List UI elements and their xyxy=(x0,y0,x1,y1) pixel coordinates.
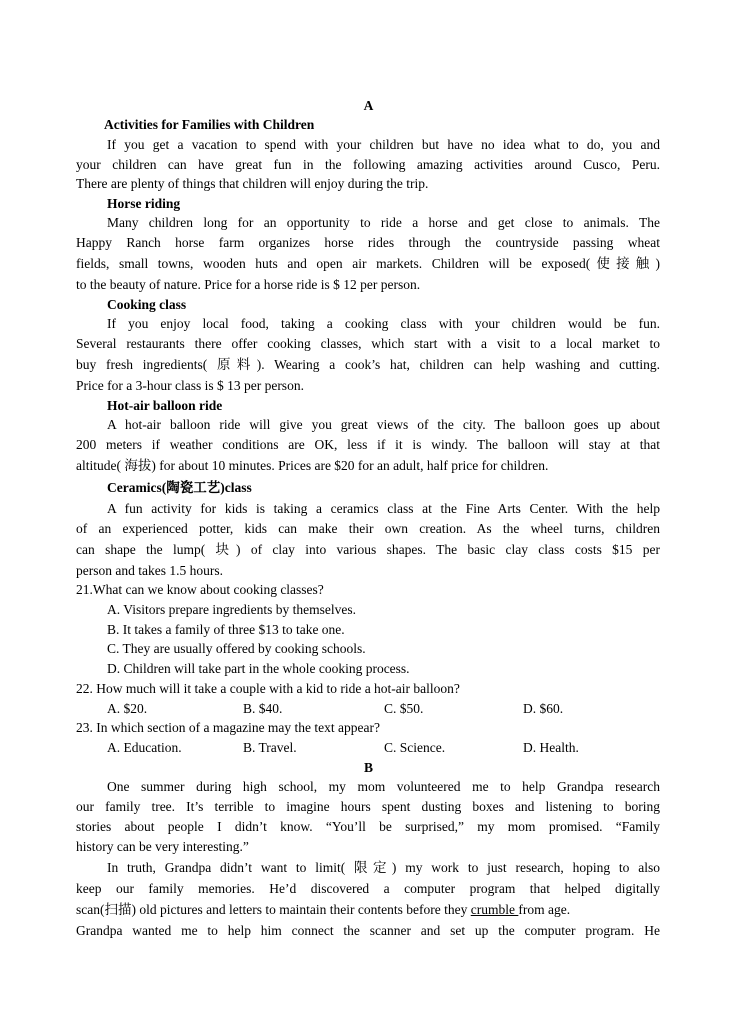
ceramics-line: A fun activity for kids is taking a ceramics class at the Fine Arts Center. With the help xyxy=(107,501,660,516)
question-23-option-d: D. Health. xyxy=(523,740,579,755)
ceramics-line: person and takes 1.5 hours. xyxy=(76,563,223,578)
question-23-option-c: C. Science. xyxy=(384,740,446,755)
question-22-stem: 22. How much will it take a couple with a kid to ride a hot-air balloon? xyxy=(76,681,460,696)
question-21-option-b: B. It takes a family of three $13 to take one. xyxy=(107,622,345,637)
hot-air-balloon-line: A hot-air balloon ride will give you great views of the city. The balloon goes up about xyxy=(107,417,660,432)
passage-b-p2-line: In truth, Grandpa didn’t want to limit( 限定) my work to just research, hoping to also xyxy=(107,860,660,875)
question-22-option-d: D. $60. xyxy=(523,701,564,716)
question-22-option-a: A. $20. xyxy=(107,701,148,716)
cooking-class-line: If you enjoy local food, taking a cooking class with your children would be fun. xyxy=(107,316,660,331)
underlined-word: crumble xyxy=(470,902,519,917)
ceramics-line: can shape the lump( 块) of clay into various shapes. The basic clay class costs $15 per xyxy=(76,542,660,557)
passage-b-p1-line: history can be very interesting.” xyxy=(76,839,249,854)
passage-b-letter: B xyxy=(363,760,373,775)
section-heading-ceramics: Ceramics(陶瓷工艺)class xyxy=(107,480,252,495)
question-23-option-b: B. Travel. xyxy=(243,740,297,755)
horse-riding-line: Happy Ranch horse farm organizes horse rides through the countryside passing wheat xyxy=(76,235,660,250)
passage-b-p2-line: Grandpa wanted me to help him connect the scanner and set up the computer program. He xyxy=(76,923,660,938)
passage-a-title: Activities for Families with Children xyxy=(104,117,315,132)
cooking-class-line: Several restaurants there offer cooking classes, which start with a visit to a local market to xyxy=(76,336,660,351)
horse-riding-line: fields, small towns, wooden huts and open air markets. Children will be exposed(使接触) xyxy=(76,256,660,271)
horse-riding-line: Many children long for an opportunity to ride a horse and get close to animals. The xyxy=(107,215,660,230)
passage-b-p1-line: stories about people I didn’t know. “You’ll be surprised,” my mom promised. “Family xyxy=(76,819,660,834)
hot-air-balloon-line: 200 meters if weather conditions are OK, less if it is windy. The balloon will stay at that xyxy=(76,437,660,452)
passage-b-p2-text: scan(扫描) old pictures and letters to maintain their contents before they xyxy=(76,902,471,917)
intro-line: your children can have great fun in the following amazing activities around Cusco, Peru. xyxy=(76,157,660,172)
passage-b-p2-line-with-underline xyxy=(76,900,660,920)
question-21-option-a: A. Visitors prepare ingredients by themselves. xyxy=(107,602,357,617)
question-21-option-d: D. Children will take part in the whole cooking process. xyxy=(107,661,410,676)
ceramics-line: of an experienced potter, kids can make their own creation. As the wheel turns, children xyxy=(76,521,660,536)
horse-riding-line: to the beauty of nature. Price for a horse ride is $ 12 per person. xyxy=(76,277,421,292)
question-22-option-c: C. $50. xyxy=(384,701,424,716)
passage-a-letter: A xyxy=(363,98,374,113)
intro-line: If you get a vacation to spend with your children but have no idea what to do, you and xyxy=(107,137,660,152)
section-heading-horse-riding: Horse riding xyxy=(107,196,181,211)
passage-b-p2-tail: from age. xyxy=(518,902,571,917)
question-21-stem: 21.What can we know about cooking classes? xyxy=(76,582,324,597)
passage-b-p2-line: keep our family memories. He’d discovered a computer program that helped digitally xyxy=(76,881,660,896)
cooking-class-line: Price for a 3-hour class is $ 13 per person. xyxy=(76,378,304,393)
question-21-option-c: C. They are usually offered by cooking schools. xyxy=(107,641,366,656)
hot-air-balloon-line: altitude( 海拔) for about 10 minutes. Prices are $20 for an adult, half price for children. xyxy=(76,458,549,473)
passage-b-p1-line: our family tree. It’s terrible to imagine hours spent dusting boxes and listening to boring xyxy=(76,799,660,814)
question-23-stem: 23. In which section of a magazine may the text appear? xyxy=(76,720,381,735)
cooking-class-line: buy fresh ingredients( 原料). Wearing a cook’s hat, children can help washing and cutting. xyxy=(76,357,660,372)
intro-line: There are plenty of things that children will enjoy during the trip. xyxy=(76,176,429,191)
section-heading-hot-air-balloon: Hot-air balloon ride xyxy=(107,398,223,413)
question-23-option-a: A. Education. xyxy=(107,740,182,755)
passage-b-p1-line: One summer during high school, my mom volunteered me to help Grandpa research xyxy=(107,779,660,794)
section-heading-cooking-class: Cooking class xyxy=(107,297,187,312)
question-22-option-b: B. $40. xyxy=(243,701,283,716)
